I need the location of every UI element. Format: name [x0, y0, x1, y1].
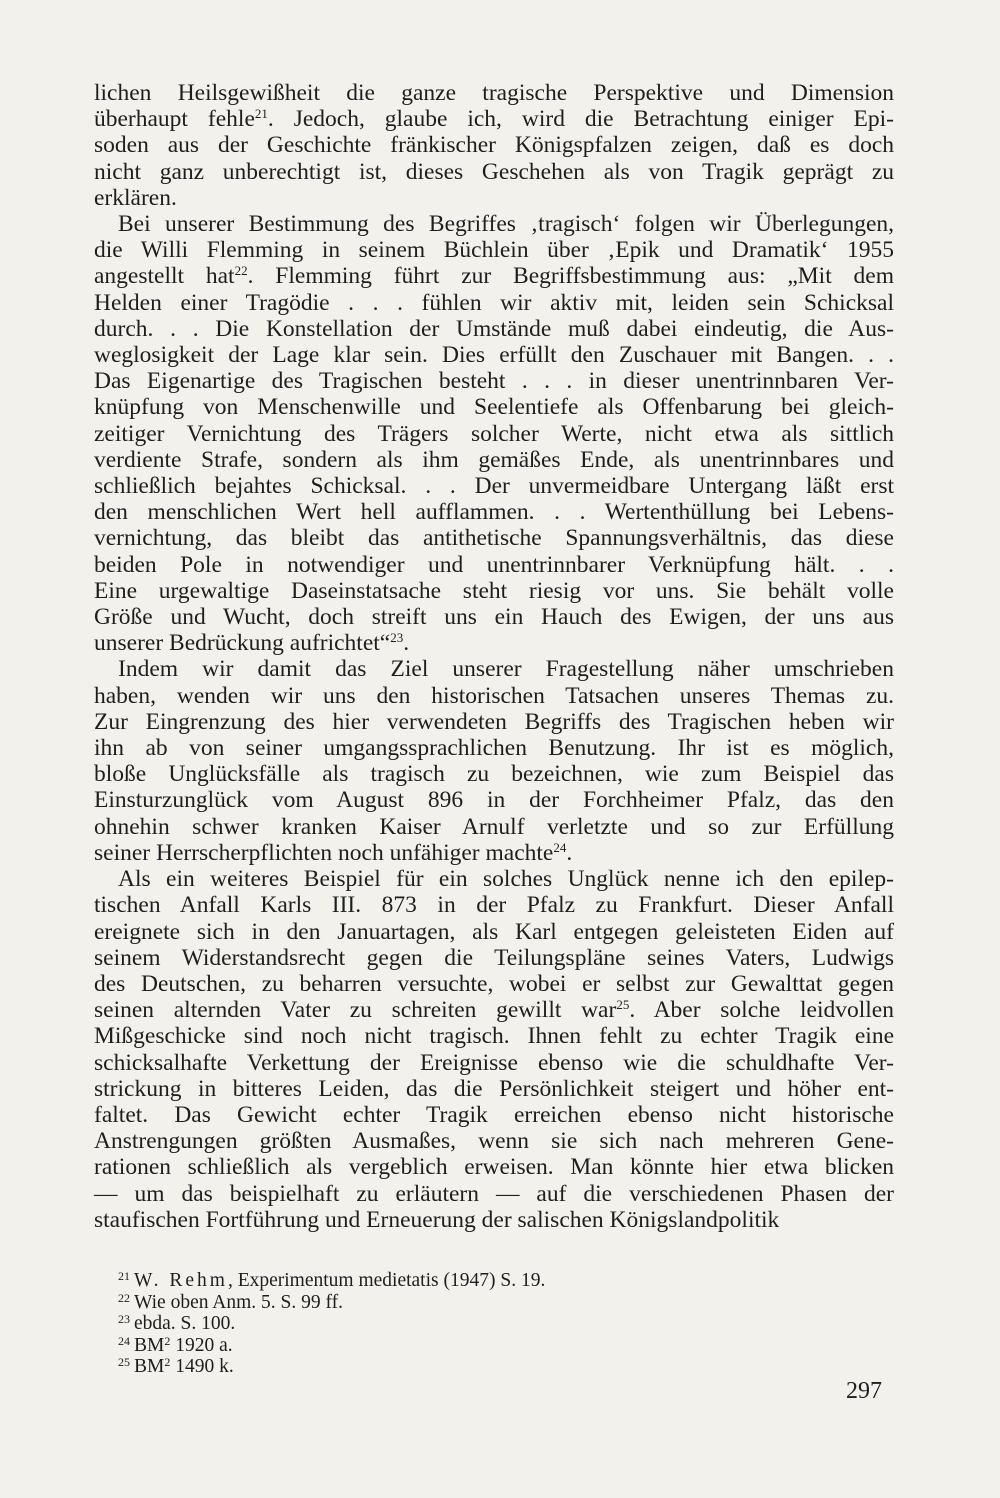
text-line [94, 1023, 894, 1049]
text-line [94, 237, 894, 263]
line-text: ohnehin schwer kranken Kaiser Arnulf verletzte und so zur Erfüllung [94, 813, 894, 840]
text-line [94, 814, 894, 840]
footnote-number: 24 [118, 1333, 130, 1348]
line-text: ihn ab von seiner umgangssprachlichen Benutzung. Ihr ist es möglich, [94, 735, 894, 762]
line-text: staufischen Fortführung und Erneuerung der salischen Königslandpolitik [94, 1206, 780, 1233]
line-text-continued: . Aber solche leidvollen [629, 997, 894, 1024]
line-text: Als ein weiteres Beispiel für ein solches Unglück nenne ich den epilep- [118, 866, 894, 893]
footnote-author: W. Rehm [134, 1270, 228, 1291]
footnote-superscript: 2 [164, 1333, 171, 1348]
footnote [118, 1313, 898, 1335]
text-line [94, 421, 894, 447]
text-line [94, 368, 894, 394]
text-line [94, 1050, 894, 1076]
line-text: ereignete sich in den Januartagen, als Karl entgegen geleisteten Eiden auf [94, 918, 894, 945]
line-text: Indem wir damit das Ziel unserer Fragestellung näher umschrieben [118, 656, 894, 683]
line-text: die Willi Flemming in seinem Büchlein über ‚Epik und Dramatik‘ 1955 [94, 237, 894, 264]
footnote-number: 21 [118, 1269, 130, 1283]
text-line [94, 106, 894, 132]
line-text: überhaupt fehle [94, 106, 255, 133]
line-text: angestellt hat [94, 263, 235, 290]
text-line [94, 945, 894, 971]
line-text: schicksalhafte Verkettung der Ereignisse ebenso wie die schuldhafte Ver- [94, 1049, 894, 1076]
line-text: rationen schließlich als vergeblich erweisen. Man könnte hier etwa blicken [94, 1154, 894, 1181]
text-line [94, 499, 894, 525]
line-text-continued: . Flemming führt zur Begriffsbestimmung aus: „Mit dem [247, 263, 894, 290]
text-line [94, 840, 894, 866]
footnote-text: , Experimentum medietatis (1947) S. 19. [227, 1270, 546, 1291]
text-line [94, 342, 894, 368]
text-line [94, 80, 894, 106]
text-line [94, 552, 894, 578]
text-line [94, 316, 894, 342]
line-text: — um das beispielhaft zu erläutern — auf die verschiedenen Phasen der [94, 1180, 894, 1207]
text-line [94, 578, 894, 604]
line-text: nicht ganz unberechtigt ist, dieses Geschehen als von Tragik geprägt zu [94, 158, 894, 185]
footnote-number: 23 [118, 1312, 130, 1327]
text-line [94, 1128, 894, 1154]
footnote-marker: 21 [254, 106, 268, 122]
line-text: den menschlichen Wert hell aufflammen. . . Wertenthüllung bei Lebens- [94, 499, 894, 526]
line-text-continued: . [566, 839, 573, 866]
footnote-superscript: 2 [164, 1355, 171, 1370]
line-text: Das Eigenartige des Tragischen besteht . . . in dieser unentrinnbaren Ver- [94, 368, 894, 395]
line-text: durch. . . Die Konstellation der Umstände muß dabei eindeutig, die Aus- [94, 315, 894, 342]
footnote-text: Wie oben Anm. 5. S. 99 ff. [134, 1291, 344, 1313]
footnote-marker: 23 [390, 630, 404, 646]
footnote [118, 1292, 898, 1314]
text-line [94, 709, 894, 735]
line-text: haben, wenden wir uns den historischen Tatsachen unseres Themas zu. [94, 682, 894, 709]
line-text: Mißgeschicke sind noch nicht tragisch. Ihnen fehlt zu echter Tragik eine [94, 1023, 894, 1050]
footnote [118, 1270, 898, 1292]
text-line [94, 211, 894, 237]
line-text: soden aus der Geschichte fränkischer Königspfalzen zeigen, daß es doch [94, 132, 894, 159]
text-line [94, 1207, 894, 1233]
text-line [94, 132, 894, 158]
text-line [94, 290, 894, 316]
text-line [94, 473, 894, 499]
footnote-number: 22 [118, 1290, 130, 1305]
line-text: Anstrengungen größten Ausmaßes, wenn sie sich nach mehreren Gene- [94, 1128, 894, 1155]
text-line [94, 1076, 894, 1102]
line-text: strickung in bitteres Leiden, das die Persönlichkeit steigert und höher ent- [94, 1075, 894, 1102]
text-line [94, 630, 894, 656]
footnote-number: 25 [118, 1355, 130, 1370]
line-text-continued: . Jedoch, glaube ich, wird die Betrachtung einiger Epi- [267, 106, 894, 133]
text-line [94, 866, 894, 892]
text-line [94, 735, 894, 761]
text-line [94, 1181, 894, 1207]
text-line [94, 1154, 894, 1180]
text-line [94, 159, 894, 185]
text-line [94, 604, 894, 630]
text-line [94, 447, 894, 473]
text-line [94, 892, 894, 918]
line-text: schließlich bejahtes Schicksal. . . Der unvermeidbare Untergang läßt erst [94, 473, 894, 500]
footnote-text-continued: 1920 a. [170, 1334, 233, 1356]
line-text: Helden einer Tragödie . . . fühlen wir aktiv mit, leiden sein Schicksal [94, 289, 894, 316]
footnote-marker: 25 [616, 997, 630, 1013]
footnote-text: BM [134, 1334, 165, 1356]
line-text: seinen alternden Vater zu schreiten gewillt war [94, 997, 617, 1024]
text-line [94, 919, 894, 945]
line-text: Bei unserer Bestimmung des Begriffes ‚tragisch‘ folgen wir Überlegungen, [118, 211, 894, 238]
line-text: Größe und Wucht, doch streift uns ein Hauch des Ewigen, der uns aus [94, 604, 894, 631]
line-text: beiden Pole in notwendiger und unentrinnbarer Verknüpfung hält. . . [94, 551, 894, 578]
line-text: tischen Anfall Karls III. 873 in der Pfalz zu Frankfurt. Dieser Anfall [94, 892, 894, 919]
line-text: zeitiger Vernichtung des Trägers solcher Werte, nicht etwa als sittlich [94, 420, 894, 447]
footnote-text: ebda. S. 100. [134, 1313, 236, 1335]
text-line [94, 656, 894, 682]
footnote-text: BM [134, 1356, 165, 1378]
body-text [94, 80, 894, 1233]
line-text: Eine urgewaltige Daseinstatsache steht riesig vor uns. Sie behält volle [94, 577, 894, 604]
line-text-continued: . [403, 630, 410, 657]
text-line [94, 683, 894, 709]
text-line [94, 263, 894, 289]
text-line [94, 787, 894, 813]
footnote [118, 1356, 898, 1378]
text-line [94, 971, 894, 997]
text-line [94, 761, 894, 787]
text-line [94, 1102, 894, 1128]
text-line [94, 997, 894, 1023]
line-text: lichen Heilsgewißheit die ganze tragische Perspektive und Dimension [94, 80, 894, 106]
line-text: weglosigkeit der Lage klar sein. Dies erfüllt den Zuschauer mit Bangen. . . [94, 342, 894, 369]
line-text: bloße Unglücksfälle als tragisch zu bezeichnen, wie zum Beispiel das [94, 761, 894, 788]
page-number: 297 [846, 1378, 882, 1404]
footnote-text-continued: 1490 k. [170, 1356, 234, 1378]
text-line [94, 525, 894, 551]
text-line [94, 185, 894, 211]
line-text: Einsturzunglück vom August 896 in der Forchheimer Pfalz, das den [94, 787, 894, 814]
line-text: des Deutschen, zu beharren versuchte, wobei er selbst zur Gewalttat gegen [94, 970, 894, 997]
line-text: vernichtung, das bleibt das antithetische Spannungsverhältnis, das diese [94, 525, 894, 552]
line-text: knüpfung von Menschenwille und Seelentiefe als Offenbarung bei gleich- [94, 394, 894, 421]
line-text: seinem Widerstandsrecht gegen die Teilungspläne seines Vaters, Ludwigs [94, 944, 894, 971]
footnote [118, 1335, 898, 1357]
text-line [94, 394, 894, 420]
footnotes [118, 1270, 898, 1378]
line-text: seiner Herrscherpflichten noch unfähiger machte [94, 839, 554, 866]
footnote-marker: 22 [234, 263, 248, 279]
line-text: faltet. Das Gewicht echter Tragik erreichen ebenso nicht historische [94, 1101, 894, 1128]
line-text: verdiente Strafe, sondern als ihm gemäßes Ende, als unentrinnbares und [94, 446, 894, 473]
line-text: Zur Eingrenzung des hier verwendeten Begriffs des Tragischen heben wir [94, 708, 894, 735]
footnote-marker: 24 [553, 839, 567, 855]
line-text: erklären. [94, 184, 177, 211]
line-text: unserer Bedrückung aufrichtet“ [94, 630, 391, 657]
